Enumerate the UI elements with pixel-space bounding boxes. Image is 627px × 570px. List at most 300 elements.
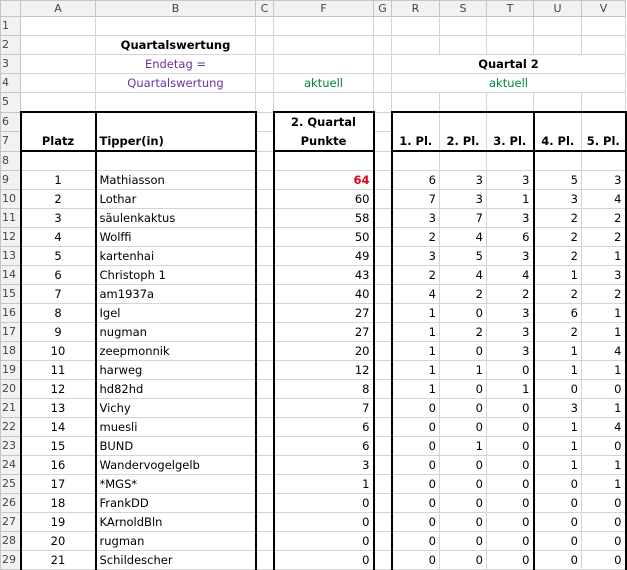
pl5-cell[interactable]: 0 [582,513,626,532]
punkte-cell[interactable]: 20 [274,342,374,361]
cell[interactable] [487,36,534,55]
column-title-tipper[interactable]: Tipper(in) [96,132,256,152]
pl2-cell[interactable]: 0 [440,456,487,475]
pl5-cell[interactable]: 2 [582,285,626,304]
tipper-name-cell[interactable]: Lothar [96,190,256,209]
cell[interactable] [374,437,392,456]
quartalswertung-label[interactable]: Quartalswertung [96,74,256,93]
cell[interactable] [96,151,256,171]
row-header[interactable]: 2 [1,36,21,55]
pl3-cell[interactable]: 0 [487,513,534,532]
punkte-cell[interactable]: 12 [274,361,374,380]
row-header[interactable]: 16 [1,304,21,323]
pl2-cell[interactable]: 0 [440,494,487,513]
pl1-cell[interactable]: 0 [392,475,440,494]
cell[interactable] [392,17,440,36]
cell[interactable] [374,36,392,55]
pl2-cell[interactable]: 4 [440,228,487,247]
pl2-cell[interactable]: 0 [440,475,487,494]
tipper-name-cell[interactable]: Christoph 1 [96,266,256,285]
punkte-cell[interactable]: 6 [274,437,374,456]
cell[interactable] [582,93,626,113]
platz-cell[interactable]: 13 [21,399,96,418]
pl5-cell[interactable]: 0 [582,532,626,551]
cell[interactable] [256,171,274,190]
cell[interactable] [256,132,274,152]
pl2-cell[interactable]: 0 [440,342,487,361]
punkte-cell[interactable]: 8 [274,380,374,399]
punkte-cell[interactable]: 60 [274,190,374,209]
cell[interactable] [256,228,274,247]
column-header-a[interactable]: A [21,1,96,17]
row-header[interactable]: 11 [1,209,21,228]
endetag-label[interactable]: Endetag = [96,55,256,74]
cell[interactable] [440,17,487,36]
pl2-cell[interactable]: 4 [440,266,487,285]
cell[interactable] [374,132,392,152]
pl5-cell[interactable]: 1 [582,323,626,342]
punkte-cell[interactable]: 27 [274,304,374,323]
pl4-cell[interactable]: 2 [534,209,582,228]
aktuell-points-label[interactable]: aktuell [274,74,374,93]
column-title-platz[interactable]: Platz [21,132,96,152]
pl4-cell[interactable]: 0 [534,513,582,532]
pl3-cell[interactable]: 3 [487,171,534,190]
pl4-cell[interactable]: 0 [534,532,582,551]
platz-cell[interactable]: 5 [21,247,96,266]
pl2-cell[interactable]: 3 [440,171,487,190]
pl2-cell[interactable]: 0 [440,551,487,570]
platz-cell[interactable]: 20 [21,532,96,551]
row-header[interactable]: 6 [1,112,21,132]
cell[interactable] [274,55,374,74]
pl1-cell[interactable]: 0 [392,513,440,532]
punkte-cell[interactable]: 0 [274,532,374,551]
cell[interactable] [21,17,96,36]
cell[interactable] [374,323,392,342]
pl5-cell[interactable]: 4 [582,342,626,361]
cell[interactable] [21,55,96,74]
pl3-cell[interactable]: 3 [487,304,534,323]
column-header-f[interactable]: F [274,1,374,17]
pl3-cell[interactable]: 1 [487,190,534,209]
cell[interactable] [21,93,96,113]
cell[interactable] [374,228,392,247]
cell[interactable] [582,112,626,132]
select-all-corner[interactable] [1,1,21,17]
tipper-name-cell[interactable]: KArnoldBln [96,513,256,532]
platz-cell[interactable]: 17 [21,475,96,494]
tipper-name-cell[interactable]: Schildescher [96,551,256,570]
pl2-cell[interactable]: 7 [440,209,487,228]
tipper-name-cell[interactable]: muesli [96,418,256,437]
cell[interactable] [374,247,392,266]
cell[interactable] [374,532,392,551]
pl5-cell[interactable]: 0 [582,437,626,456]
row-header[interactable]: 7 [1,132,21,152]
cell[interactable] [256,151,274,171]
pl5-cell[interactable]: 0 [582,380,626,399]
pl3-cell[interactable]: 0 [487,494,534,513]
pl5-cell[interactable]: 1 [582,475,626,494]
cell[interactable] [440,151,487,171]
tipper-name-cell[interactable]: harweg [96,361,256,380]
pl5-cell[interactable]: 4 [582,190,626,209]
pl5-cell[interactable]: 1 [582,304,626,323]
pl4-cell[interactable]: 6 [534,304,582,323]
pl3-cell[interactable]: 0 [487,418,534,437]
punkte-cell[interactable]: 3 [274,456,374,475]
tipper-name-cell[interactable]: Wandervogelgelb [96,456,256,475]
cell[interactable] [582,151,626,171]
cell[interactable] [256,475,274,494]
tipper-name-cell[interactable]: am1937a [96,285,256,304]
cell[interactable] [534,17,582,36]
pl3-cell[interactable]: 6 [487,228,534,247]
pl1-cell[interactable]: 0 [392,437,440,456]
cell[interactable] [256,437,274,456]
cell[interactable] [440,36,487,55]
pl5-cell[interactable]: 1 [582,361,626,380]
pl5-cell[interactable]: 0 [582,494,626,513]
pl2-cell[interactable]: 1 [440,361,487,380]
pl4-cell[interactable]: 1 [534,418,582,437]
tipper-name-cell[interactable]: BUND [96,437,256,456]
cell[interactable] [21,36,96,55]
pl4-cell[interactable]: 2 [534,323,582,342]
pl4-cell[interactable]: 3 [534,399,582,418]
tipper-name-cell[interactable]: nugman [96,323,256,342]
pl2-cell[interactable]: 2 [440,285,487,304]
tipper-name-cell[interactable]: säulenkaktus [96,209,256,228]
cell[interactable] [96,17,256,36]
pl3-cell[interactable]: 2 [487,285,534,304]
pl1-cell[interactable]: 0 [392,551,440,570]
row-header[interactable]: 21 [1,399,21,418]
platz-cell[interactable]: 10 [21,342,96,361]
pl2-cell[interactable]: 0 [440,304,487,323]
cell[interactable] [392,151,440,171]
pl4-cell[interactable]: 1 [534,361,582,380]
row-header[interactable]: 12 [1,228,21,247]
pl4-cell[interactable]: 2 [534,285,582,304]
pl2-cell[interactable]: 0 [440,399,487,418]
platz-cell[interactable]: 11 [21,361,96,380]
platz-cell[interactable]: 7 [21,285,96,304]
pl4-cell[interactable]: 2 [534,228,582,247]
cell[interactable] [256,36,274,55]
column-title-pl3[interactable]: 3. Pl. [487,132,534,152]
tipper-name-cell[interactable]: Mathiasson [96,171,256,190]
cell[interactable] [256,190,274,209]
column-header-t[interactable]: T [487,1,534,17]
pl2-cell[interactable]: 0 [440,380,487,399]
pl1-cell[interactable]: 6 [392,171,440,190]
tipper-name-cell[interactable]: FrankDD [96,494,256,513]
cell[interactable] [256,551,274,570]
cell[interactable] [374,266,392,285]
pl5-cell[interactable]: 2 [582,209,626,228]
pl5-cell[interactable]: 0 [582,551,626,570]
cell[interactable] [256,513,274,532]
cell[interactable] [392,36,440,55]
cell[interactable] [374,342,392,361]
pl1-cell[interactable]: 0 [392,494,440,513]
cell[interactable] [374,551,392,570]
aktuell-placements-label[interactable]: aktuell [392,74,626,93]
pl1-cell[interactable]: 3 [392,247,440,266]
punkte-cell[interactable]: 0 [274,494,374,513]
row-header[interactable]: 15 [1,285,21,304]
platz-cell[interactable]: 2 [21,190,96,209]
cell[interactable] [392,93,440,113]
pl1-cell[interactable]: 1 [392,342,440,361]
row-header[interactable]: 28 [1,532,21,551]
row-header[interactable]: 13 [1,247,21,266]
pl2-cell[interactable]: 1 [440,437,487,456]
cell[interactable] [487,112,534,132]
platz-cell[interactable]: 18 [21,494,96,513]
row-header[interactable]: 8 [1,151,21,171]
pl4-cell[interactable]: 0 [534,475,582,494]
punkte-cell[interactable]: 27 [274,323,374,342]
cell[interactable] [374,418,392,437]
cell[interactable] [487,93,534,113]
tipper-name-cell[interactable]: Wolffi [96,228,256,247]
pl3-cell[interactable]: 3 [487,323,534,342]
pl4-cell[interactable]: 2 [534,247,582,266]
cell[interactable] [256,399,274,418]
platz-cell[interactable]: 4 [21,228,96,247]
row-header[interactable]: 18 [1,342,21,361]
platz-cell[interactable]: 14 [21,418,96,437]
pl3-cell[interactable]: 3 [487,342,534,361]
row-header[interactable]: 3 [1,55,21,74]
row-header[interactable]: 23 [1,437,21,456]
pl4-cell[interactable]: 0 [534,551,582,570]
cell[interactable] [274,151,374,171]
column-header-g[interactable]: G [374,1,392,17]
quarter-header-top[interactable]: 2. Quartal [274,112,374,132]
punkte-cell[interactable]: 64 [274,171,374,190]
cell[interactable] [21,112,96,132]
cell[interactable] [374,380,392,399]
cell[interactable] [534,151,582,171]
cell[interactable] [374,399,392,418]
pl3-cell[interactable]: 0 [487,475,534,494]
cell[interactable] [487,17,534,36]
pl4-cell[interactable]: 1 [534,456,582,475]
cell[interactable] [534,93,582,113]
pl5-cell[interactable]: 3 [582,266,626,285]
platz-cell[interactable]: 15 [21,437,96,456]
cell[interactable] [256,304,274,323]
pl3-cell[interactable]: 0 [487,437,534,456]
pl1-cell[interactable]: 0 [392,532,440,551]
cell[interactable] [256,361,274,380]
cell[interactable] [256,93,274,113]
cell[interactable] [256,323,274,342]
row-header[interactable]: 1 [1,17,21,36]
cell[interactable] [374,209,392,228]
cell[interactable] [256,17,274,36]
pl2-cell[interactable]: 0 [440,418,487,437]
row-header[interactable]: 22 [1,418,21,437]
row-header[interactable]: 24 [1,456,21,475]
pl3-cell[interactable]: 3 [487,209,534,228]
pl1-cell[interactable]: 1 [392,323,440,342]
punkte-cell[interactable]: 7 [274,399,374,418]
pl1-cell[interactable]: 2 [392,228,440,247]
platz-cell[interactable]: 8 [21,304,96,323]
tipper-name-cell[interactable]: Vichy [96,399,256,418]
tipper-name-cell[interactable]: Igel [96,304,256,323]
cell[interactable] [374,494,392,513]
platz-cell[interactable]: 3 [21,209,96,228]
cell[interactable] [374,93,392,113]
quartal-label[interactable]: Quartal 2 [392,55,626,74]
cell[interactable] [21,151,96,171]
column-header-u[interactable]: U [534,1,582,17]
pl1-cell[interactable]: 4 [392,285,440,304]
cell[interactable] [256,209,274,228]
pl1-cell[interactable]: 0 [392,418,440,437]
cell[interactable] [374,17,392,36]
pl1-cell[interactable]: 7 [392,190,440,209]
pl4-cell[interactable]: 1 [534,266,582,285]
row-header[interactable]: 29 [1,551,21,570]
tipper-name-cell[interactable]: hd82hd [96,380,256,399]
cell[interactable] [374,285,392,304]
cell[interactable] [440,93,487,113]
pl2-cell[interactable]: 0 [440,513,487,532]
column-title-pl2[interactable]: 2. Pl. [440,132,487,152]
cell[interactable] [534,112,582,132]
pl5-cell[interactable]: 1 [582,399,626,418]
column-header-c[interactable]: C [256,1,274,17]
pl5-cell[interactable]: 2 [582,228,626,247]
row-header[interactable]: 5 [1,93,21,113]
cell[interactable] [256,418,274,437]
row-header[interactable]: 17 [1,323,21,342]
pl2-cell[interactable]: 5 [440,247,487,266]
cell[interactable] [487,151,534,171]
tipper-name-cell[interactable]: kartenhai [96,247,256,266]
cell[interactable] [256,380,274,399]
tipper-name-cell[interactable]: *MGS* [96,475,256,494]
pl4-cell[interactable]: 0 [534,380,582,399]
pl4-cell[interactable]: 1 [534,342,582,361]
pl1-cell[interactable]: 0 [392,399,440,418]
column-title-pl4[interactable]: 4. Pl. [534,132,582,152]
pl5-cell[interactable]: 3 [582,171,626,190]
pl3-cell[interactable]: 3 [487,247,534,266]
punkte-cell[interactable]: 43 [274,266,374,285]
platz-cell[interactable]: 19 [21,513,96,532]
pl4-cell[interactable]: 1 [534,437,582,456]
row-header[interactable]: 25 [1,475,21,494]
pl3-cell[interactable]: 0 [487,399,534,418]
pl3-cell[interactable]: 1 [487,380,534,399]
column-header-s[interactable]: S [440,1,487,17]
cell[interactable] [256,342,274,361]
cell[interactable] [256,112,274,132]
pl3-cell[interactable]: 4 [487,266,534,285]
cell[interactable] [96,112,256,132]
cell[interactable] [374,74,392,93]
cell[interactable] [374,304,392,323]
platz-cell[interactable]: 6 [21,266,96,285]
column-title-pl5[interactable]: 5. Pl. [582,132,626,152]
row-header[interactable]: 19 [1,361,21,380]
pl5-cell[interactable]: 1 [582,456,626,475]
pl2-cell[interactable]: 3 [440,190,487,209]
column-title-punkte[interactable]: Punkte [274,132,374,152]
pl3-cell[interactable]: 0 [487,532,534,551]
cell[interactable] [374,171,392,190]
pl3-cell[interactable]: 0 [487,456,534,475]
cell[interactable] [256,266,274,285]
pl5-cell[interactable]: 1 [582,247,626,266]
pl2-cell[interactable]: 0 [440,532,487,551]
cell[interactable] [256,247,274,266]
pl1-cell[interactable]: 1 [392,361,440,380]
row-header[interactable]: 14 [1,266,21,285]
cell[interactable] [21,74,96,93]
punkte-cell[interactable]: 58 [274,209,374,228]
pl4-cell[interactable]: 3 [534,190,582,209]
pl1-cell[interactable]: 1 [392,304,440,323]
pl5-cell[interactable]: 4 [582,418,626,437]
punkte-cell[interactable]: 50 [274,228,374,247]
tipper-name-cell[interactable]: zeepmonnik [96,342,256,361]
cell[interactable] [582,36,626,55]
platz-cell[interactable]: 9 [21,323,96,342]
cell[interactable] [256,494,274,513]
pl4-cell[interactable]: 0 [534,494,582,513]
platz-cell[interactable]: 21 [21,551,96,570]
pl1-cell[interactable]: 3 [392,209,440,228]
pl4-cell[interactable]: 5 [534,171,582,190]
cell[interactable] [374,513,392,532]
platz-cell[interactable]: 12 [21,380,96,399]
column-title-pl1[interactable]: 1. Pl. [392,132,440,152]
pl1-cell[interactable]: 2 [392,266,440,285]
row-header[interactable]: 20 [1,380,21,399]
cell[interactable] [374,55,392,74]
cell[interactable] [374,151,392,171]
cell[interactable] [274,93,374,113]
cell[interactable] [582,17,626,36]
pl3-cell[interactable]: 0 [487,361,534,380]
punkte-cell[interactable]: 0 [274,551,374,570]
cell[interactable] [392,112,440,132]
punkte-cell[interactable]: 6 [274,418,374,437]
platz-cell[interactable]: 1 [21,171,96,190]
column-header-b[interactable]: B [96,1,256,17]
row-header[interactable]: 4 [1,74,21,93]
column-header-v[interactable]: V [582,1,626,17]
platz-cell[interactable]: 16 [21,456,96,475]
cell[interactable] [374,190,392,209]
cell[interactable] [274,36,374,55]
cell[interactable] [274,17,374,36]
pl3-cell[interactable]: 0 [487,551,534,570]
cell[interactable] [256,55,274,74]
punkte-cell[interactable]: 40 [274,285,374,304]
cell[interactable] [256,285,274,304]
cell[interactable] [374,112,392,132]
